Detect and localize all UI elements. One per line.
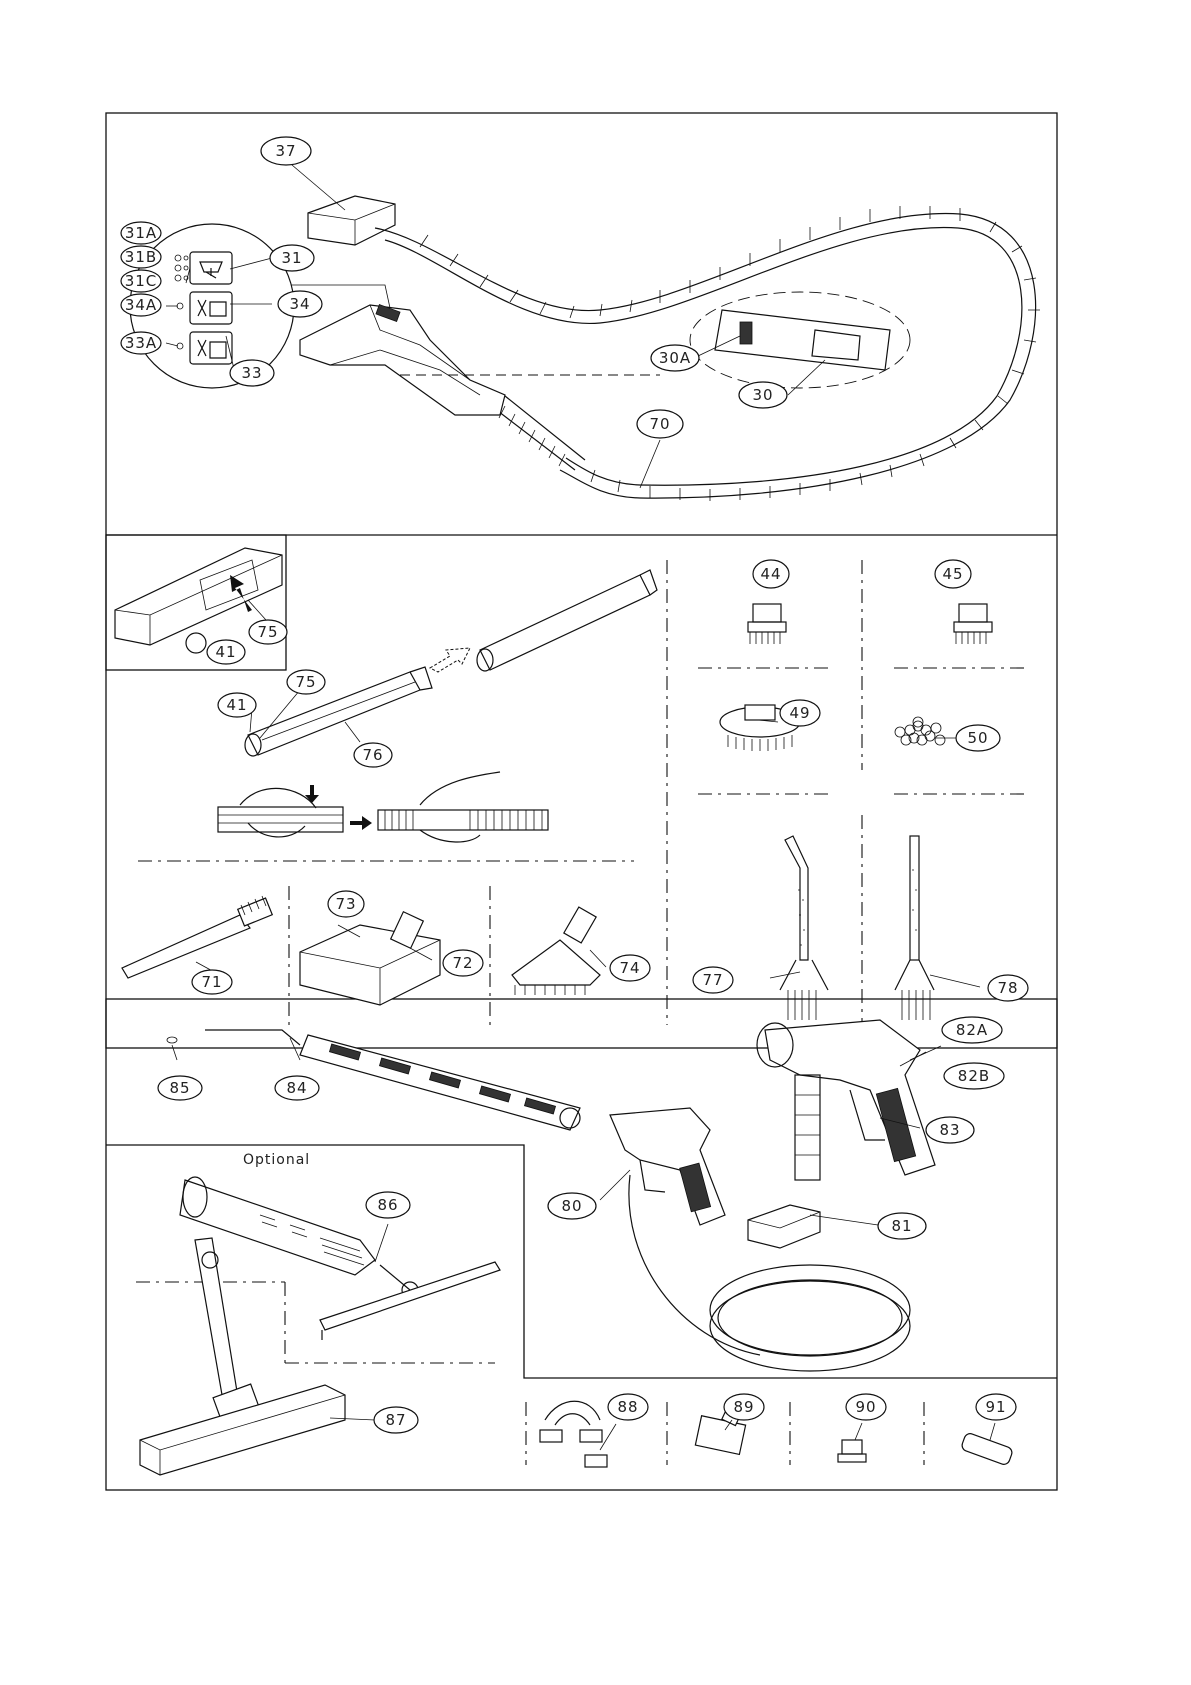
callout-45 <box>935 560 971 588</box>
callout-30A <box>651 345 699 371</box>
callout-31C <box>121 270 161 292</box>
callout-83-label: 83 <box>939 1121 961 1139</box>
callout-74-label: 74 <box>619 959 641 977</box>
callout-73-label: 73 <box>335 895 357 913</box>
callout-80-label: 80 <box>561 1197 583 1215</box>
brush-accessories <box>720 604 992 1020</box>
callout-31B <box>121 246 161 268</box>
callout-30-label: 30 <box>752 386 774 404</box>
callout-87 <box>374 1407 418 1433</box>
optional-label: Optional <box>243 1152 311 1168</box>
callout-87-label: 87 <box>385 1411 407 1429</box>
callout-49 <box>780 700 820 726</box>
callout-30 <box>739 382 787 408</box>
callout-33A-label: 33A <box>124 334 158 352</box>
callout-82B <box>944 1063 1004 1089</box>
callout-71 <box>192 970 232 994</box>
callout-82A-label: 82A <box>955 1021 989 1039</box>
callout-72 <box>443 950 483 976</box>
tube-connection-instructions <box>218 772 548 842</box>
callout-80 <box>548 1193 596 1219</box>
callout-82B-label: 82B <box>957 1067 991 1085</box>
callout-76-label: 76 <box>362 746 384 764</box>
callout-85 <box>158 1076 202 1100</box>
callout-41-label: 41 <box>226 696 248 714</box>
callout-75-detail <box>249 620 287 644</box>
callout-37-label: 37 <box>275 142 297 160</box>
callout-33 <box>230 360 274 386</box>
callout-84-label: 84 <box>286 1079 308 1097</box>
callout-44-label: 44 <box>760 565 782 583</box>
callout-71-label: 71 <box>201 973 223 991</box>
steam-hose-with-handle <box>230 196 1040 501</box>
callout-34-label: 34 <box>289 295 311 313</box>
callout-90 <box>846 1394 886 1420</box>
callout-31A <box>121 222 161 244</box>
callout-30A-label: 30A <box>658 349 692 367</box>
callout-45-label: 45 <box>942 565 964 583</box>
optional-squeegees <box>140 1177 500 1475</box>
callout-91-label: 91 <box>985 1398 1007 1416</box>
callout-73 <box>328 891 364 917</box>
callout-34A-label: 34A <box>124 296 158 314</box>
callout-75-detail-label: 75 <box>257 623 279 641</box>
callout-83 <box>926 1117 974 1143</box>
callout-41-detail <box>207 640 245 664</box>
callout-78 <box>988 975 1028 1001</box>
callout-31A-label: 31A <box>124 224 158 242</box>
callout-41 <box>218 693 256 717</box>
section-separators <box>136 560 1024 1465</box>
callout-31 <box>270 245 314 271</box>
callout-88 <box>608 1394 648 1420</box>
callout-49-label: 49 <box>789 704 811 722</box>
extension-tubes <box>245 570 657 756</box>
callout-81-label: 81 <box>891 1217 913 1235</box>
callout-33A <box>121 332 161 354</box>
callout-70 <box>637 410 683 438</box>
callout-31-label: 31 <box>281 249 303 267</box>
callout-33-label: 33 <box>241 364 263 382</box>
callout-31C-label: 31C <box>124 272 158 290</box>
callout-88-label: 88 <box>617 1398 639 1416</box>
callout-37 <box>261 137 311 165</box>
callout-82A <box>942 1017 1002 1043</box>
callout-86 <box>366 1192 410 1218</box>
callout-34 <box>278 291 322 317</box>
callout-75 <box>287 670 325 694</box>
callout-77-label: 77 <box>702 971 724 989</box>
callout-50-label: 50 <box>967 729 989 747</box>
callout-85-label: 85 <box>169 1079 191 1097</box>
callout-77 <box>693 967 733 993</box>
callout-70-label: 70 <box>649 415 671 433</box>
wand-and-guns <box>167 1020 935 1371</box>
callout-89-label: 89 <box>733 1398 755 1416</box>
callout-81 <box>878 1213 926 1239</box>
callout-91 <box>976 1394 1016 1420</box>
callout-84 <box>275 1076 319 1100</box>
callout-86-label: 86 <box>377 1196 399 1214</box>
callout-34A <box>121 294 161 316</box>
callout-78-label: 78 <box>997 979 1019 997</box>
callout-89 <box>724 1394 764 1420</box>
callout-90-label: 90 <box>855 1398 877 1416</box>
callout-31B-label: 31B <box>124 248 158 266</box>
callout-41-detail-label: 41 <box>215 643 237 661</box>
callout-72-label: 72 <box>452 954 474 972</box>
callout-44 <box>753 560 789 588</box>
callout-50 <box>956 725 1000 751</box>
callout-74 <box>610 955 650 981</box>
callout-76 <box>354 743 392 767</box>
nozzle-accessories <box>122 896 600 1005</box>
callout-75-label: 75 <box>295 673 317 691</box>
